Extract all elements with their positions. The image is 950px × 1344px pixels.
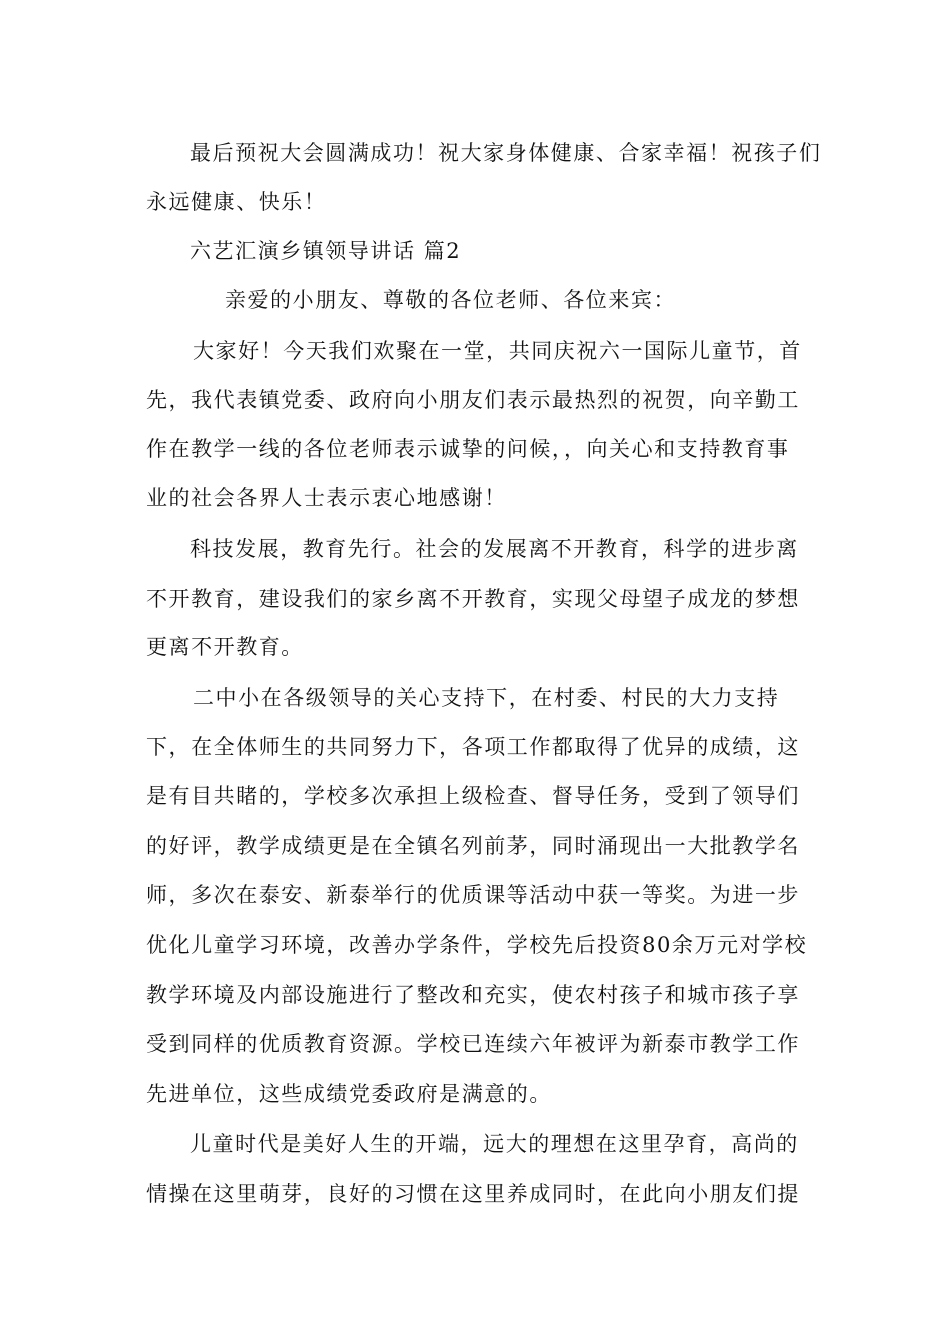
text-line-14: 是有目共睹的，学校多次承担上级检查、督导任务，受到了领导们 — [146, 784, 800, 808]
text-line-12: 二中小在各级领导的关心支持下，在村委、村民的大力支持 — [193, 686, 780, 710]
salutation-line: 亲爱的小朋友、尊敬的各位老师、各位来宾： — [225, 288, 676, 312]
text-line-13: 下，在全体师生的共同努力下，各项工作都取得了优异的成绩，这 — [146, 735, 800, 759]
text-line-2: 永远健康、快乐！ — [146, 190, 327, 214]
text-line-19: 受到同样的优质教育资源。学校已连续六年被评为新泰市教学工作 — [146, 1032, 800, 1056]
text-line-10: 不开教育，建设我们的家乡离不开教育，实现父母望子成龙的梦想 — [146, 587, 800, 611]
text-line-11: 更离不开教育。 — [146, 635, 304, 659]
text-line-17: 优化儿童学习环境，改善办学条件，学校先后投资80余万元对学校 — [146, 933, 808, 957]
text-line-21: 儿童时代是美好人生的开端，远大的理想在这里孕育，高尚的 — [190, 1132, 799, 1156]
section-heading: 六艺汇演乡镇领导讲话 篇2 — [190, 239, 462, 263]
text-line-7: 作在教学一线的各位老师表示诚挚的问候，，向关心和支持教育事 — [146, 437, 790, 461]
text-line-18: 教学环境及内部设施进行了整改和充实，使农村孩子和城市孩子享 — [146, 983, 800, 1007]
text-line-6: 先，我代表镇党委、政府向小朋友们表示最热烈的祝贺，向辛勤工 — [146, 388, 800, 412]
text-line-20: 先进单位，这些成绩党委政府是满意的。 — [146, 1082, 552, 1106]
text-line-15: 的好评，教学成绩更是在全镇名列前茅，同时涌现出一大批教学名 — [146, 834, 800, 858]
text-line-9: 科技发展，教育先行。社会的发展离不开教育，科学的进步离 — [190, 537, 799, 561]
text-line-1: 最后预祝大会圆满成功！祝大家身体健康、合家幸福！祝孩子们 — [190, 141, 822, 165]
text-line-8: 业的社会各界人士表示衷心地感谢！ — [146, 486, 507, 510]
text-line-5: 大家好！今天我们欢聚在一堂，共同庆祝六一国际儿童节，首 — [193, 339, 802, 363]
text-line-16: 师，多次在泰安、新泰举行的优质课等活动中获一等奖。为进一步 — [146, 883, 800, 907]
text-line-22: 情操在这里萌芽，良好的习惯在这里养成同时，在此向小朋友们提 — [146, 1182, 800, 1206]
